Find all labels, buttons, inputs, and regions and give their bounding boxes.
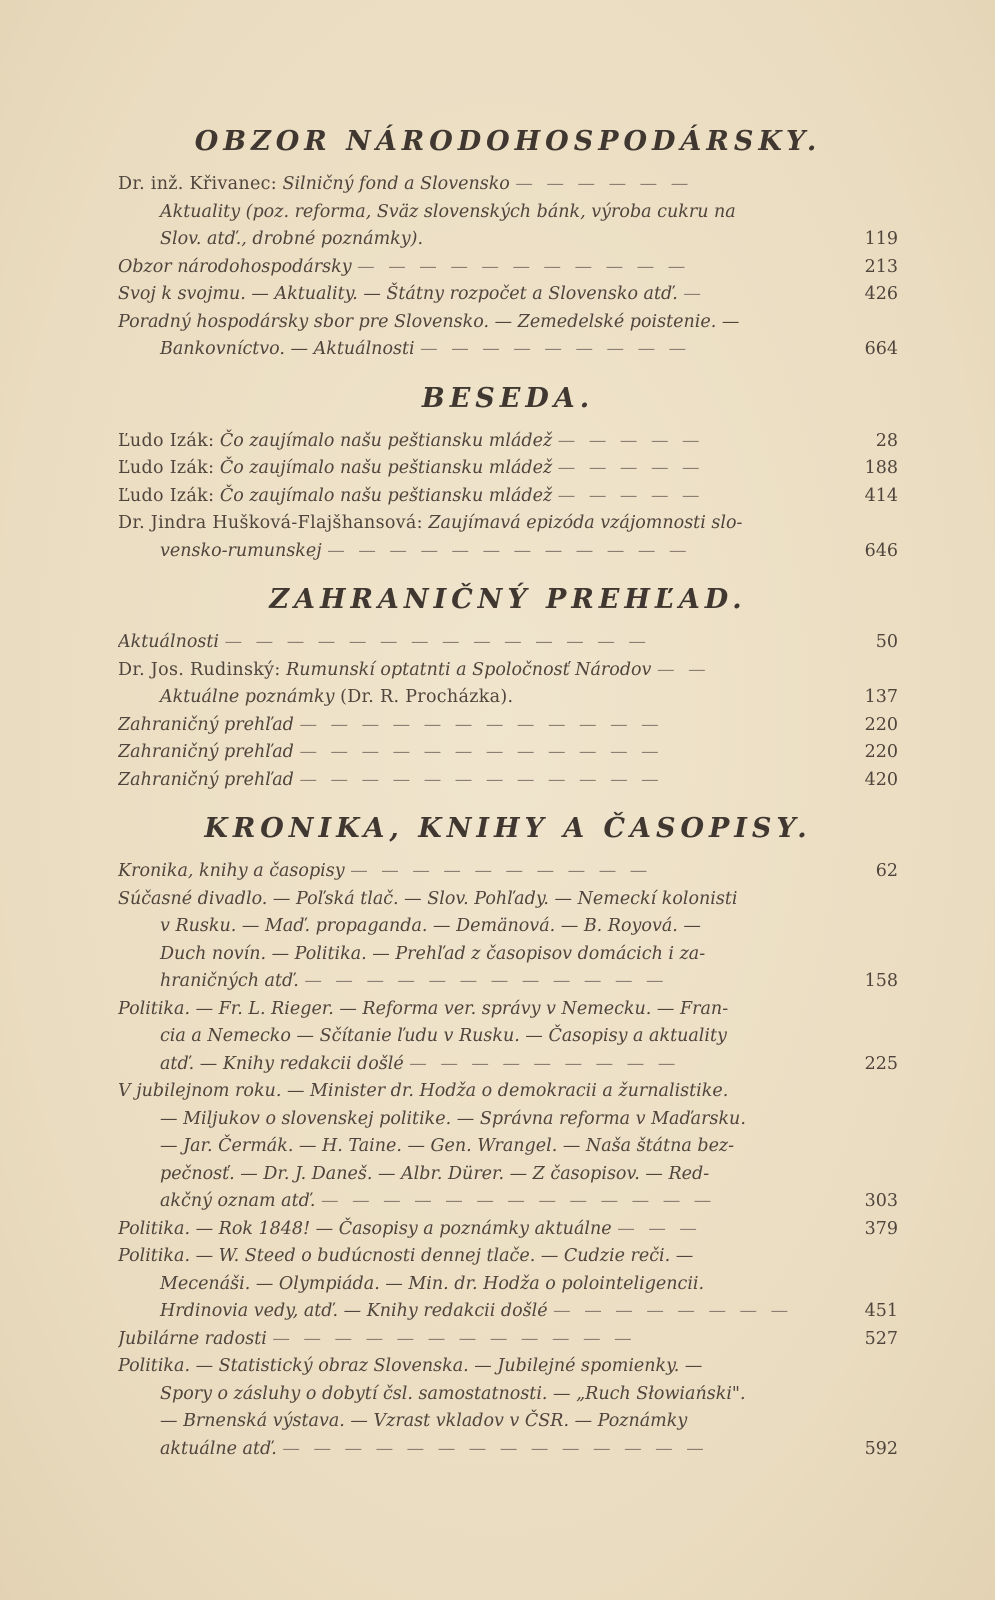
entry-line [118, 767, 838, 795]
entry-text: Čo zaujímalo našu peštiansku mládež [214, 430, 553, 451]
toc-entry [118, 171, 898, 254]
entry-line [118, 226, 838, 254]
entry-text: Kronika, knihy a časopisy [118, 861, 345, 881]
leader-dashes: — — — — — — — — — — — [357, 256, 690, 277]
page-number: 188 [864, 458, 898, 478]
entry-line [118, 886, 838, 914]
entry-line [118, 1353, 838, 1381]
page-number: 527 [864, 1328, 898, 1349]
toc-entry [118, 1078, 898, 1216]
entry-text: V jubilejnom roku. — Minister dr. Hodža o demokracii a žurnalistike. [118, 1081, 729, 1101]
toc-entry [118, 483, 898, 511]
entry-line [118, 1298, 838, 1326]
toc-entry [118, 1326, 898, 1354]
leader-dashes: — — — — — — — — — [420, 339, 691, 359]
entry-text: Jubilárne radosti [118, 1328, 267, 1349]
entry-line [118, 1408, 838, 1436]
leader-dashes: — — — — — — — — — — — — [304, 971, 668, 991]
page-number: 119 [864, 229, 898, 249]
leader-dashes: — — — — — — — — — — — — [327, 540, 691, 561]
toc-entry [118, 1243, 898, 1326]
entry-line [118, 1436, 838, 1464]
page-number: 592 [864, 1438, 898, 1459]
entry-text: Mecenáši. — Olympiáda. — Min. dr. Hodža o polointeligencii. [160, 1273, 705, 1294]
leader-dashes: — — — — — — [515, 174, 693, 194]
entry-line [118, 281, 838, 309]
toc-entry [118, 858, 898, 886]
entry-text: Politika. — W. Steed o budúcnosti dennej tlače. — Cudzie reči. — [118, 1246, 694, 1266]
entry-text: Hrdinovia vedy, atď. — Knihy redakcii došlé [160, 1301, 548, 1321]
entry-line [118, 336, 838, 364]
leader-dashes: — [683, 284, 705, 304]
entry-text: Obzor národohospodársky [118, 256, 352, 277]
toc-entry [118, 510, 898, 565]
entry-line [118, 1271, 838, 1299]
entry-text: v Rusku. — Maď. propaganda. — Demänová. — B. Royová. — [160, 916, 701, 936]
page-number: 451 [864, 1301, 898, 1321]
entry-line [118, 1188, 838, 1216]
toc-entry [118, 1216, 898, 1244]
toc-section [118, 565, 898, 794]
page-number: 646 [864, 540, 898, 561]
entry-text: akčný oznam atď. [160, 1191, 316, 1211]
toc-entry [118, 254, 898, 282]
entry-text: Zahraničný prehľad [118, 742, 294, 762]
page-number: 420 [864, 769, 898, 790]
entry-text: Svoj k svojmu. — Aktuality. — Štátny rozpočet a Slovensko atď. [118, 284, 678, 304]
leader-dashes: — — — — — — — — — — — — [299, 714, 663, 735]
entry-line [118, 309, 838, 337]
toc-entry [118, 428, 898, 456]
table-of-contents [118, 125, 898, 1463]
entry-author: Dr. Jos. Rudinský: [118, 659, 281, 680]
page-number: 158 [864, 971, 898, 991]
leader-dashes: — — — — — — — — [553, 1301, 793, 1321]
entry-text: pečnosť. — Dr. J. Daneš. — Albr. Dürer. — Z časopisov. — Red- [160, 1163, 710, 1184]
entry-line [118, 455, 838, 483]
entry-line [118, 1023, 838, 1051]
page-number: 379 [864, 1218, 898, 1239]
page-number: 213 [864, 256, 898, 277]
toc-entry [118, 767, 898, 795]
entry-line [118, 1326, 838, 1354]
page-number: 426 [864, 284, 898, 304]
entry-text: hraničných atď. [160, 971, 299, 991]
entry-text: Zahraničný prehľad [118, 714, 294, 735]
entry-line [118, 739, 838, 767]
entry-line [118, 1381, 838, 1409]
entry-line [118, 1051, 838, 1079]
entry-text: Politika. — Fr. L. Rieger. — Reforma ver. správy v Nemecku. — Fran- [118, 998, 729, 1019]
entry-text: Rumunskí optatnti a Spoločnosť Národov [280, 659, 652, 680]
entry-text: Zaujímavá epizóda vzájomnosti slo- [422, 513, 743, 533]
toc-section [118, 125, 898, 364]
entry-line [118, 684, 838, 712]
entry-line [118, 510, 838, 538]
leader-dashes: — — — — — — — — — — — — — — [224, 632, 650, 652]
toc-section [118, 794, 898, 1463]
entry-line [118, 1078, 838, 1106]
entry-line [118, 996, 838, 1024]
entry-line [118, 629, 838, 657]
toc-entry [118, 1353, 898, 1463]
entry-line [118, 483, 838, 511]
entry-text: Politika. — Rok 1848! — Časopisy a poznámky aktuálne [118, 1218, 612, 1239]
toc-entry [118, 886, 898, 996]
toc-entry [118, 996, 898, 1079]
leader-dashes: — — — — — [557, 485, 704, 506]
entry-author: Ľudo Izák: [118, 485, 215, 506]
section-title: BESEDA. [421, 382, 595, 414]
leader-dashes: — — — — — — — — — — [350, 861, 652, 881]
toc-entry [118, 739, 898, 767]
page-number: 220 [864, 742, 898, 762]
entry-text: Bankovníctvo. — Aktuálnosti [160, 339, 415, 359]
entry-line [118, 657, 838, 685]
leader-dashes: — — — — — — — — — — — — [272, 1328, 636, 1349]
toc-entry [118, 629, 898, 657]
page-number: 137 [864, 687, 898, 707]
toc-entry [118, 455, 898, 483]
entry-line [118, 968, 838, 996]
section-title: OBZOR NÁRODOHOSPODÁRSKY. [194, 126, 822, 157]
entry-line [118, 1161, 838, 1189]
page-number: 28 [875, 430, 898, 451]
entry-author: (Dr. R. Procházka). [340, 687, 514, 707]
entry-text: Poradný hospodársky sbor pre Slovensko. — Zemedelské poistenie. — [118, 311, 740, 332]
entry-text: Zahraničný prehľad [118, 769, 294, 790]
entry-line [118, 858, 838, 886]
toc-entry [118, 712, 898, 740]
leader-dashes: — — — — — — — — — [409, 1053, 680, 1074]
entry-line [118, 199, 838, 227]
entry-text: Aktuálnosti [118, 632, 219, 652]
page-number: 50 [875, 632, 898, 652]
page-number: 664 [864, 339, 898, 359]
entry-line [118, 428, 838, 456]
entry-text: — Miljukov o slovenskej politike. — Správna reforma v Maďarsku. [160, 1108, 746, 1129]
entry-text: atď. — Knihy redakcii došlé [160, 1053, 404, 1074]
entry-text: Slov. atď., drobné poznámky). [160, 229, 424, 249]
leader-dashes: — — — — — — — — — — — — [299, 742, 663, 762]
section-title: KRONIKA, KNIHY A ČASOPISY. [204, 813, 812, 844]
entry-line [118, 171, 838, 199]
entry-text: — Brnenská výstava. — Vzrast vkladov v ČSR. — Poznámky [160, 1411, 688, 1431]
page-number: 414 [864, 485, 898, 506]
entry-text: Spory o zásluhy o dobytí čsl. samostatnosti. — „Ruch Słowiański". [160, 1383, 746, 1404]
entry-line [118, 1243, 838, 1271]
entry-author: Ľudo Izák: [118, 430, 215, 451]
toc-section [118, 364, 898, 566]
entry-author: Dr. inž. Křivanec: [118, 174, 277, 194]
entry-text: Aktuality (poz. reforma, Sväz slovenských bánk, výroba cukru na [160, 201, 736, 222]
entry-line [118, 941, 838, 969]
toc-entry [118, 657, 898, 712]
entry-author: Ľudo Izák: [118, 458, 215, 478]
page-number: 225 [864, 1053, 898, 1074]
entry-line [118, 913, 838, 941]
entry-line [118, 1133, 838, 1161]
entry-text: Duch novín. — Politika. — Prehľad z časopisov domácich i za- [160, 943, 706, 964]
page-number: 303 [864, 1191, 898, 1211]
entry-text: Čo zaujímalo našu peštiansku mládež [214, 485, 553, 506]
leader-dashes: — — — — — — — — — — — — — — [282, 1438, 708, 1459]
entry-text: Politika. — Statistický obraz Slovenska. — Jubilejné spomienky. — [118, 1356, 703, 1376]
entry-line [118, 538, 838, 566]
entry-author: Dr. Jindra Hušková-Flajšhansová: [118, 513, 423, 533]
entry-text: vensko-rumunskej [160, 540, 322, 561]
entry-text: aktuálne atď. [160, 1438, 277, 1459]
leader-dashes: — — — — — [557, 458, 704, 478]
leader-dashes: — — — [617, 1218, 701, 1239]
leader-dashes: — — — — — — — — — — — — [299, 769, 663, 790]
leader-dashes: — — [657, 659, 710, 680]
leader-dashes: — — — — — — — — — — — — — [321, 1191, 716, 1211]
leader-dashes: — — — — — [557, 430, 704, 451]
entry-line [118, 1216, 838, 1244]
section-title: ZAHRANIČNÝ PREHĽAD. [269, 584, 747, 615]
entry-text: Aktuálne poznámky [160, 687, 341, 707]
entry-text: — Jar. Čermák. — H. Taine. — Gen. Wrangel. — Naša štátna bez- [160, 1136, 735, 1156]
entry-line [118, 712, 838, 740]
toc-entry [118, 281, 898, 309]
page-number: 62 [875, 861, 898, 881]
entry-text: Čo zaujímalo našu peštiansku mládež [214, 458, 553, 478]
entry-text: Súčasné divadlo. — Poľská tlač. — Slov. Pohľady. — Nemeckí kolonisti [118, 888, 738, 909]
entry-line [118, 1106, 838, 1134]
page-number: 220 [864, 714, 898, 735]
entry-line [118, 254, 838, 282]
entry-text: cia a Nemecko — Sčítanie ľudu v Rusku. — Časopisy a aktuality [160, 1026, 727, 1046]
entry-text: Silničný fond a Slovensko [276, 174, 510, 194]
toc-entry [118, 309, 898, 364]
